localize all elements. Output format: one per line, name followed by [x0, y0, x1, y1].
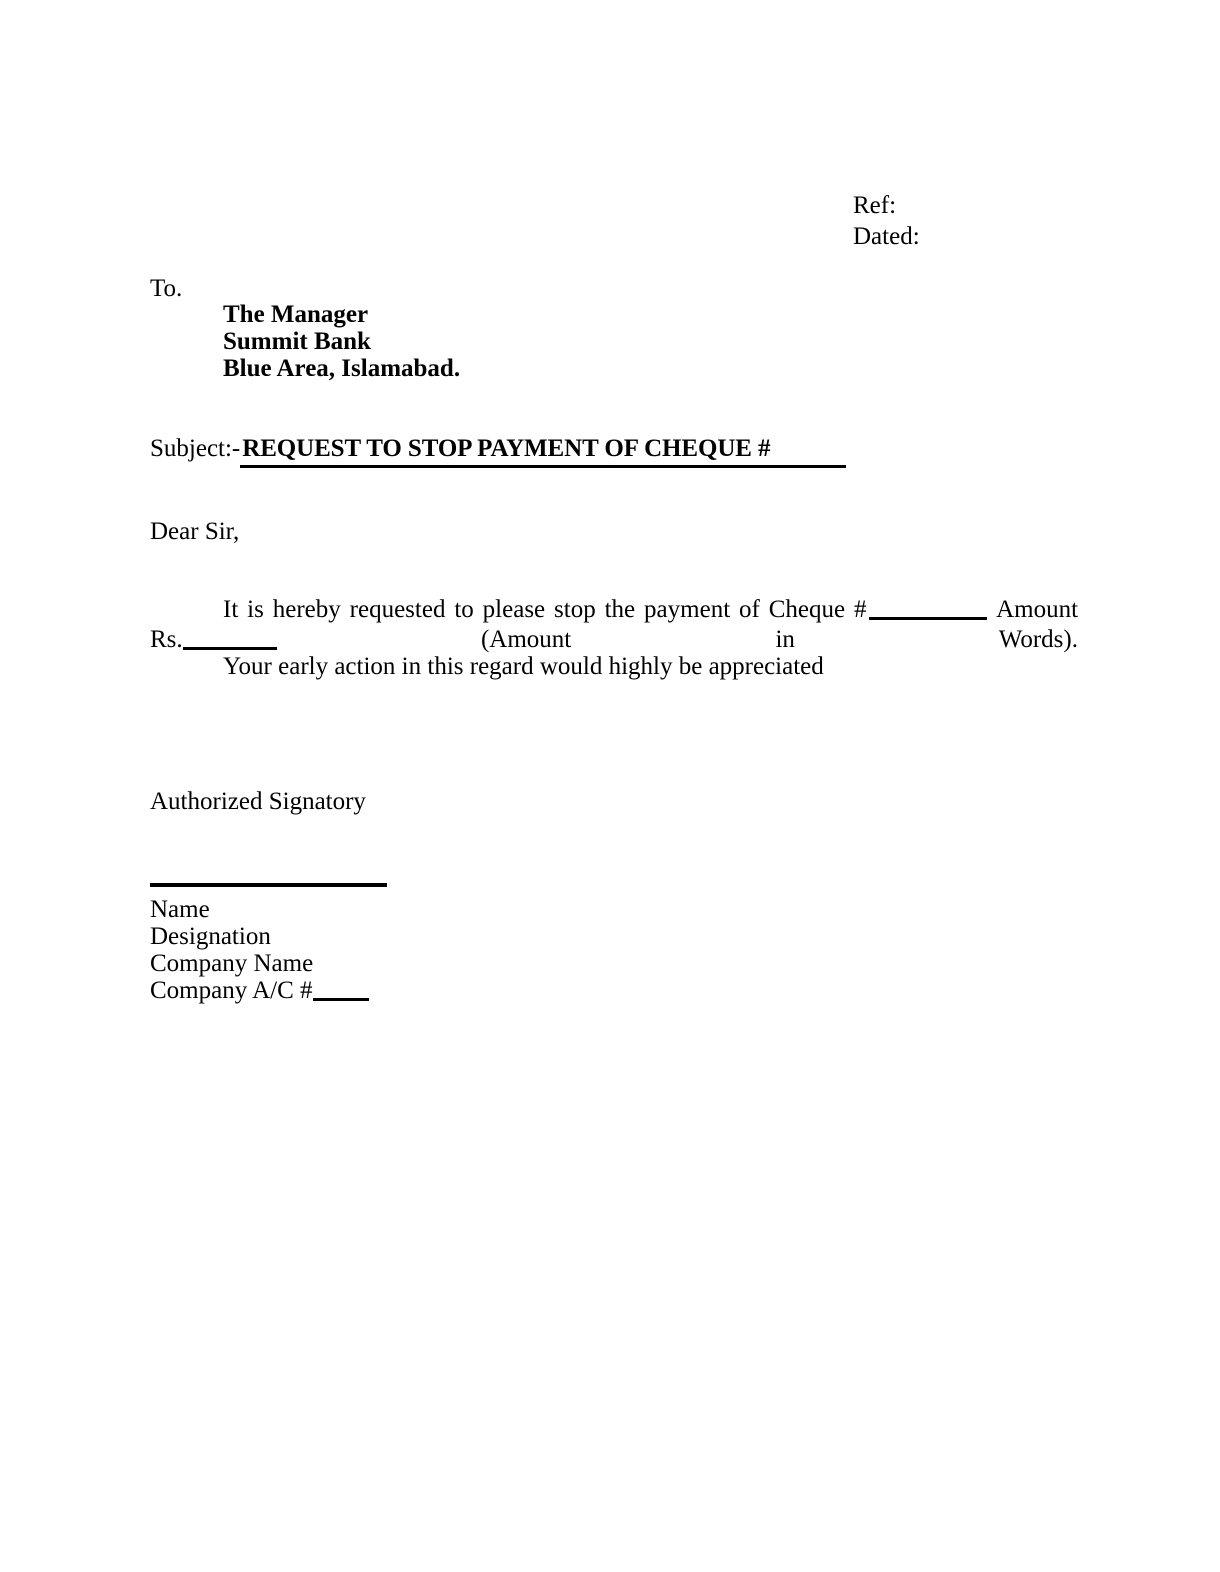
amount-blank — [183, 647, 277, 650]
addressee-line-manager: The Manager — [223, 301, 369, 328]
signature-designation-label: Designation — [150, 923, 271, 950]
subject-title-text: REQUEST TO STOP PAYMENT OF CHEQUE # — [242, 435, 771, 462]
salutation: Dear Sir, — [150, 518, 240, 545]
addressee-block — [223, 301, 460, 382]
subject-line — [150, 434, 846, 468]
body-text-part2: Amount Rs. — [150, 596, 1079, 653]
closing-paragraph: Your early action in this regard would highly be appreciated — [223, 653, 824, 680]
signature-rule — [150, 883, 387, 887]
cheque-number-blank — [869, 617, 987, 620]
reference-block — [853, 190, 920, 252]
dated-label: Dated: — [853, 223, 920, 250]
body-text-part1: It is hereby requested to please stop the payment of Cheque # — [223, 596, 867, 623]
body-text-part3: (Amount in Words). — [480, 626, 1078, 653]
signature-details-block — [150, 896, 369, 1004]
addressee-line-address: Blue Area, Islamabad. — [223, 355, 461, 382]
to-label: To. — [150, 275, 183, 302]
ref-label: Ref: — [853, 192, 897, 219]
account-number-blank — [313, 998, 369, 1001]
signature-account-label: Company A/C # — [150, 977, 313, 1004]
subject-label: Subject:- — [150, 435, 241, 462]
subject-title — [240, 434, 846, 468]
authorized-signatory-label: Authorized Signatory — [150, 788, 366, 815]
signature-company-label: Company Name — [150, 950, 314, 977]
addressee-line-bank: Summit Bank — [223, 328, 371, 355]
signature-name-label: Name — [150, 896, 210, 923]
signature-account-line — [150, 977, 369, 1004]
